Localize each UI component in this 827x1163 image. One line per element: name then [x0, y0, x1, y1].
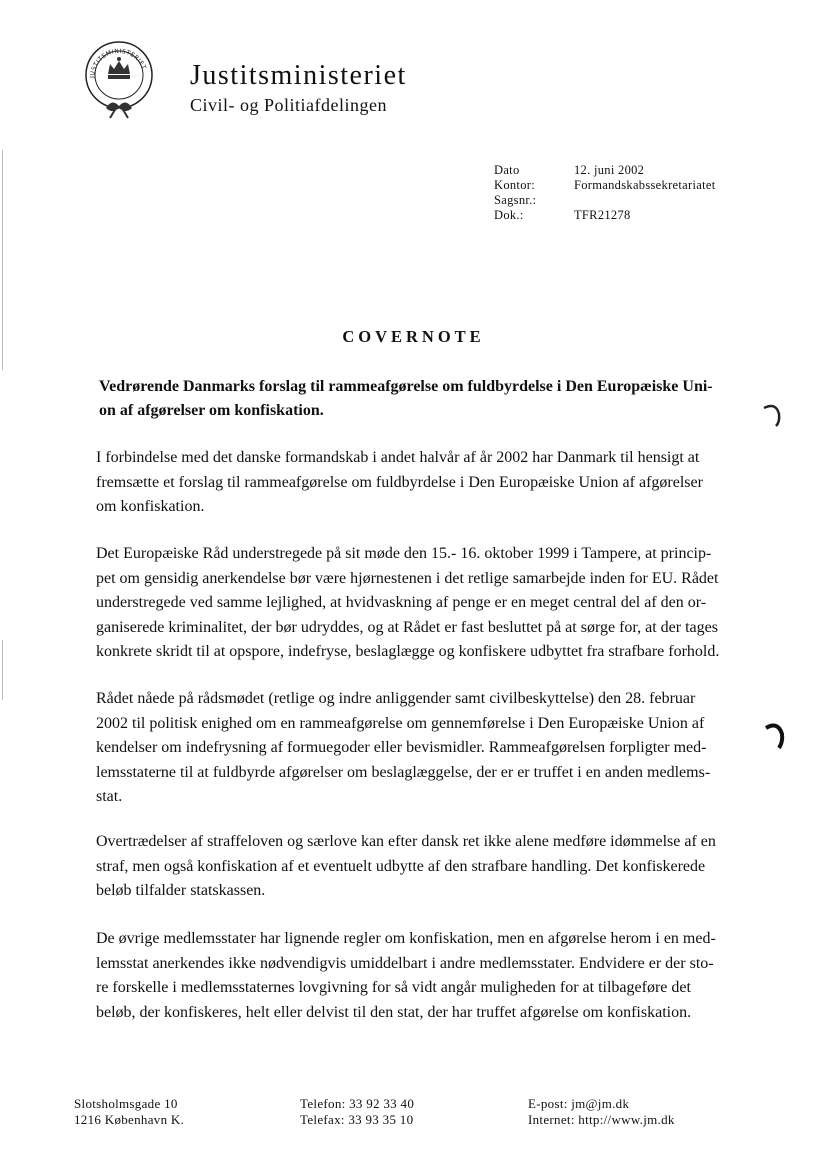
footer-phone — [300, 1096, 414, 1128]
text-line: lemsstat anerkendes ikke nødvendigvis umiddelbart i andre medlemsstater. Endvidere er der sto- — [96, 954, 714, 972]
subject-line-text: on af afgørelser om konfiskation. — [99, 402, 324, 419]
paragraph-2 — [96, 542, 751, 665]
text-line: kendelser om indefrysning af formuegoder eller bevismidler. Rammeafgørelsen forpligter med- — [96, 739, 707, 756]
document-heading: COVERNOTE — [342, 327, 485, 346]
text-line: stat. — [96, 788, 123, 805]
text-line: re forskelle i medlemsstaternes lovgivning for så vidt angår muligheden for at tilbageføre det — [96, 979, 691, 996]
meta-value: Formandskabssekretariatet — [574, 178, 716, 192]
text-line: understregede ved samme lejlighed, at hvidvaskning af penge er en meget central del af den or- — [96, 594, 707, 611]
paragraph-3 — [96, 687, 751, 810]
subject-line — [99, 375, 749, 423]
footer-line: Telefon: 33 92 33 40 — [300, 1096, 415, 1111]
svg-text:JUSTITSMINISTERIET: JUSTITSMINISTERIET — [88, 47, 148, 79]
meta-row-document — [494, 208, 715, 223]
meta-value: 12. juni 2002 — [574, 163, 645, 177]
text-line: beløb tilfalder statskassen. — [96, 882, 266, 899]
text-line: Overtrædelser af straffeloven og særlove kan efter dansk ret ikke alene medføre idømmelse af en — [96, 833, 716, 850]
meta-row-date — [494, 163, 715, 178]
ministry-seal-logo — [80, 38, 158, 120]
scan-edge-line — [2, 640, 3, 700]
footer-line: 1216 København K. — [74, 1112, 185, 1127]
text-line: Rådet nåede på rådsmødet (retlige og indre anliggender samt civilbeskyttelse) den 28. februar — [96, 690, 696, 707]
footer-line: Telefax: 33 93 35 10 — [300, 1112, 414, 1127]
meta-label: Sagsnr.: — [494, 193, 537, 207]
meta-label: Dato — [494, 163, 520, 177]
footer-address — [74, 1096, 184, 1128]
text-line: De øvrige medlemsstater har lignende regler om konfiskation, men en afgørelse herom i en med- — [96, 930, 716, 947]
meta-label: Dok.: — [494, 208, 524, 222]
text-line: lemsstaterne til at fuldbyrde afgørelser om beslaglæggelse, der er er truffet i en anden medlems- — [96, 763, 711, 781]
footer-line: Internet: http://www.jm.dk — [528, 1112, 675, 1127]
scan-edge-line — [2, 150, 3, 370]
ministry-name: Justitsministeriet — [190, 60, 407, 91]
paragraph-1 — [96, 446, 751, 520]
text-line: ganiserede kriminalitet, der bør udryddes, og at Rådet er fast besluttet på at sørge for, at der tages — [96, 618, 718, 636]
meta-row-case-number — [494, 193, 715, 208]
punch-hole-mark-icon — [764, 722, 788, 750]
text-line: beløb, der konfiskeres, helt eller delvist til den stat, der har truffet afgørelse om konfiskation. — [96, 1003, 692, 1021]
subject-line-text: Vedrørende Danmarks forslag til rammeafgørelse om fuldbyrdelse i Den Europæiske Uni- — [99, 378, 713, 395]
footer-line: E-post: jm@jm.dk — [528, 1096, 630, 1111]
text-line: I forbindelse med det danske formandskab i andet halvår af år 2002 har Danmark til hensigt at — [96, 449, 700, 466]
footer-line: Slotsholmsgade 10 — [74, 1096, 178, 1111]
text-line: 2002 til politisk enighed om en rammeafgørelse om gennemførelse i Den Europæiske Union af — [96, 714, 705, 732]
document-metadata — [494, 163, 715, 223]
department-name: Civil- og Politiafdelingen — [190, 95, 387, 115]
paragraph-4 — [96, 830, 751, 904]
text-line: om konfiskation. — [96, 498, 205, 515]
text-line: fremsætte et forslag til rammeafgørelse om fuldbyrdelse i Den Europæiske Union af afgørelser — [96, 473, 703, 491]
footer-web — [528, 1096, 675, 1128]
punch-hole-mark-icon — [762, 402, 784, 428]
meta-value: TFR21278 — [574, 208, 631, 222]
paragraph-5 — [96, 927, 751, 1025]
meta-label: Kontor: — [494, 178, 535, 192]
letterhead — [190, 60, 407, 116]
text-line: konkrete skridt til at opspore, indefryse, beslaglægge og konfiskere udbyttet fra strafbare forhold. — [96, 643, 720, 660]
text-line: Det Europæiske Råd understregede på sit møde den 15.- 16. oktober 1999 i Tampere, at princip- — [96, 545, 712, 562]
meta-row-office — [494, 178, 715, 193]
text-line: straf, men også konfiskation af et eventuelt udbytte af den strafbare handling. Det konfiskerede — [96, 857, 706, 875]
text-line: pet om gensidig anerkendelse bør være hjørnestenen i det retlige samarbejde inden for EU. Rådet — [96, 569, 719, 587]
